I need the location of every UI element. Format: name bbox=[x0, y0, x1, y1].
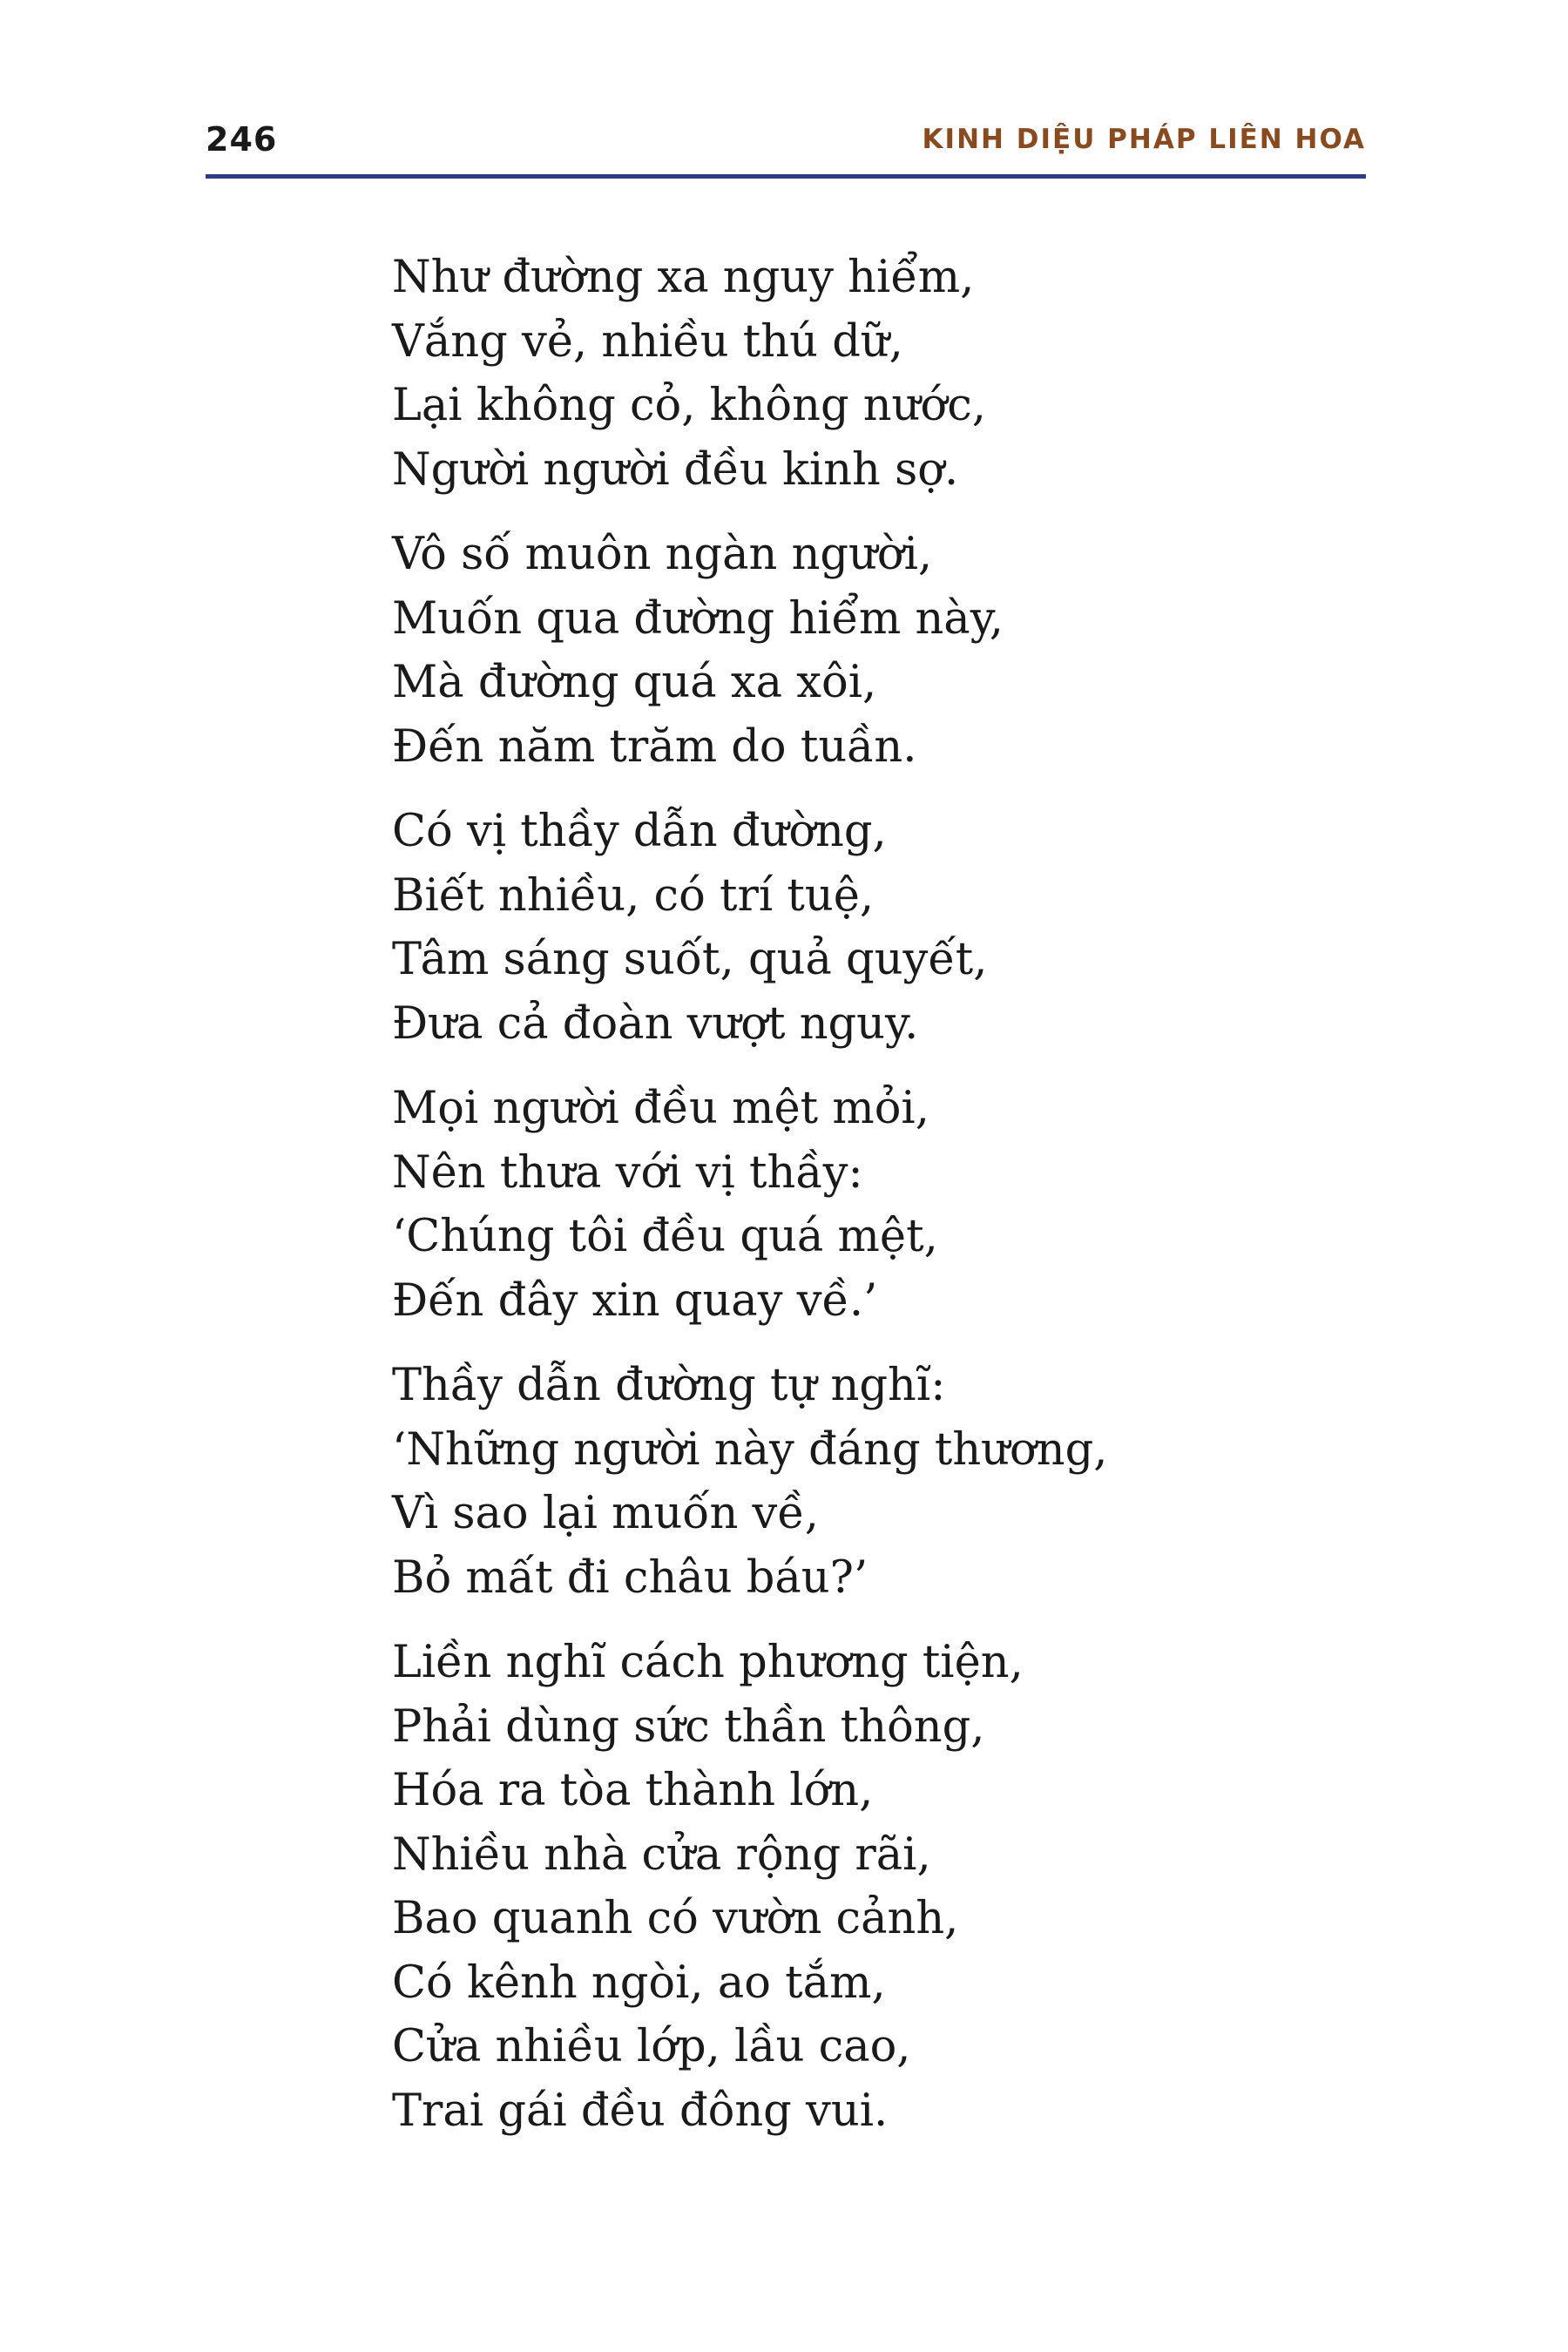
poem bbox=[392, 246, 1350, 2164]
verse-line: Biết nhiều, có trí tuệ, bbox=[392, 869, 875, 922]
verse-line: Đến đây xin quay về.’ bbox=[392, 1274, 878, 1327]
page-header bbox=[206, 120, 1366, 172]
stanza-6 bbox=[392, 1631, 1350, 2143]
verse-line: Tâm sáng suốt, quả quyết, bbox=[392, 934, 988, 985]
verse-line: Vô số muôn ngàn người, bbox=[392, 529, 933, 580]
verse-line: Mọi người đều mệt mỏi, bbox=[392, 1083, 929, 1134]
header-rule bbox=[206, 174, 1366, 179]
verse-line: Cửa nhiều lớp, lầu cao, bbox=[392, 2021, 911, 2072]
stanza-3 bbox=[392, 800, 1350, 1056]
verse-line: Thầy dẫn đường tự nghĩ: bbox=[392, 1360, 946, 1411]
verse-line: Muốn qua đường hiểm này, bbox=[392, 592, 1004, 645]
verse-line: Đến năm trăm do tuần. bbox=[392, 720, 917, 773]
verse-line: Vắng vẻ, nhiều thú dữ, bbox=[392, 315, 903, 368]
verse-line: Mà đường quá xa xôi, bbox=[392, 657, 877, 708]
verse-line: Trai gái đều đông vui. bbox=[392, 2085, 889, 2137]
verse-line: Vì sao lại muốn về, bbox=[392, 1488, 819, 1539]
verse-line: ‘Chúng tôi đều quá mệt, bbox=[392, 1211, 938, 1262]
verse-line: Lại không cỏ, không nước, bbox=[392, 380, 986, 431]
verse-line: Người người đều kinh sợ. bbox=[392, 443, 959, 496]
stanza-4 bbox=[392, 1077, 1350, 1333]
verse-line: Hóa ra tòa thành lớn, bbox=[392, 1765, 874, 1816]
verse-line: Phải dùng sức thần thông, bbox=[392, 1700, 985, 1753]
stanza-5 bbox=[392, 1354, 1350, 1610]
stanza-1 bbox=[392, 246, 1350, 502]
verse-line: Nên thưa với vị thầy: bbox=[392, 1146, 863, 1199]
verse-line: Nhiều nhà cửa rộng rãi, bbox=[392, 1828, 931, 1881]
verse-line: Bao quanh có vườn cảnh, bbox=[392, 1893, 959, 1944]
running-title: KINH DIỆU PHÁP LIÊN HOA bbox=[922, 124, 1366, 155]
verse-line: Đưa cả đoàn vượt nguy. bbox=[392, 997, 919, 1050]
stanza-2 bbox=[392, 523, 1350, 779]
verse-line: ‘Những người này đáng thương, bbox=[392, 1423, 1108, 1476]
verse-line: Bỏ mất đi châu báu?’ bbox=[392, 1551, 868, 1604]
verse-line: Như đường xa nguy hiểm, bbox=[392, 252, 975, 303]
page-number: 246 bbox=[206, 120, 278, 159]
verse-line: Có vị thầy dẫn đường, bbox=[392, 806, 887, 857]
verse-line: Có kênh ngòi, ao tắm, bbox=[392, 1957, 886, 2009]
verse-line: Liền nghĩ cách phương tiện, bbox=[392, 1637, 1024, 1688]
